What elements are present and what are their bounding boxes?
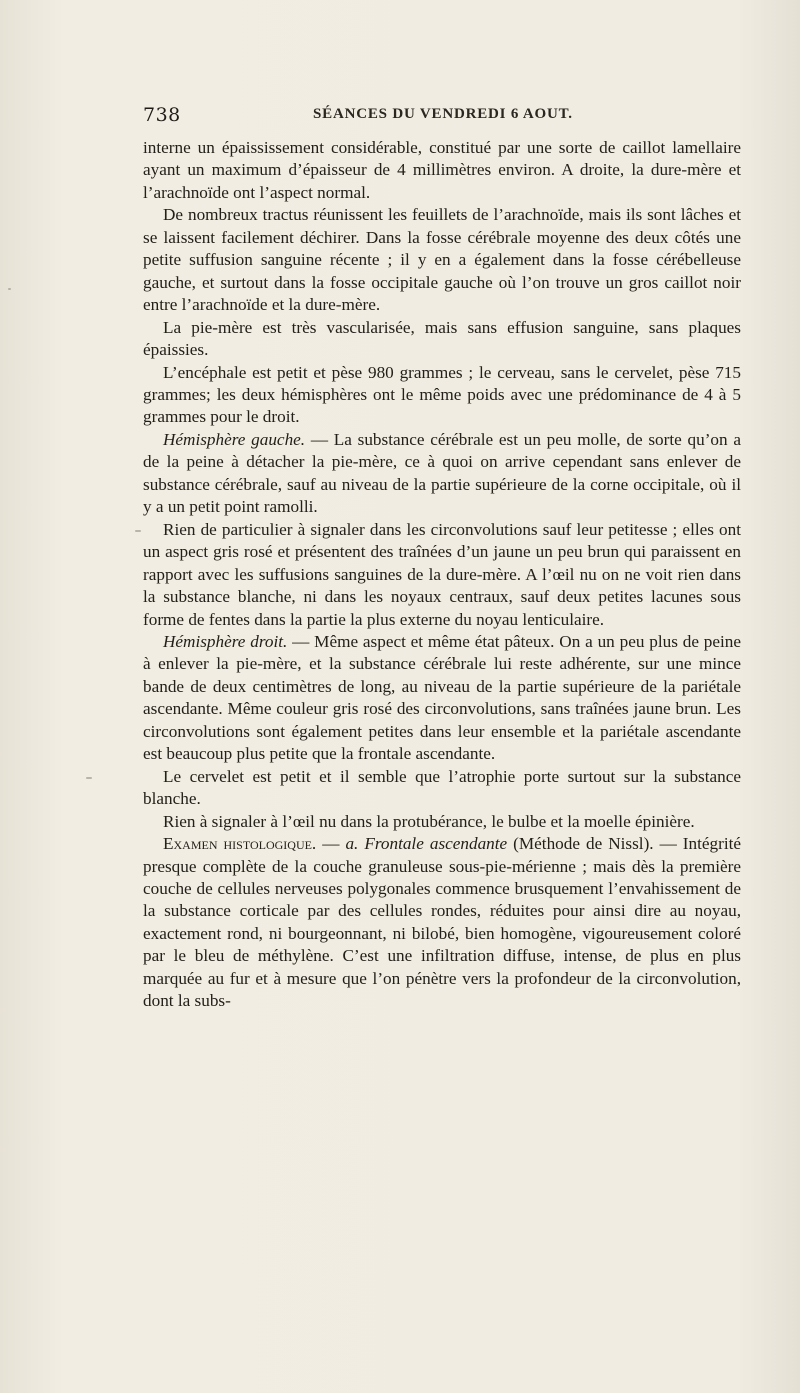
paragraph-examen-histologique: Examen histologique. — a. Frontale ascendante (Méthode de Nissl). — Intégrité presque complète de la couche granuleuse sous-pie-mérienne ; mais dès la première couche de cellules nerveuses polygonales commence brusquement l’envahissement de la substance corticale par des cellules rondes, réduites pour ainsi dire au noyau, exactement rond, ni bourgeonnant, ni bilobé, bien homogène, vigoureusement coloré par le bleu de méthylène. C’est une infiltration diffuse, intense, de plus en plus marquée au fur et à mesure que l’on pénètre vers la profondeur de la circonvolution, dont la subs- bbox=[143, 834, 741, 1011]
section-lead-hemisphere-droit: Hémisphère droit. bbox=[163, 631, 288, 651]
paragraph-9: Rien à signaler à l’œil nu dans la protubérance, le bulbe et la moelle épinière. bbox=[163, 811, 695, 831]
paragraph-3: La pie-mère est très vascularisée, mais sans effusion sanguine, sans plaques épaissies. bbox=[143, 317, 741, 360]
section-lead-hemisphere-gauche: Hémisphère gauche. bbox=[163, 429, 306, 449]
body-text bbox=[143, 137, 741, 1013]
paragraph-hemisphere-gauche: Hémisphère gauche. — La substance cérébrale est un peu molle, de sorte qu’on a de la peine à détacher la pie-mère, ce à quoi on arrive cependant sans enlever de substance cérébrale, sauf au niveau de la partie supérieure de la corne occipitale, où il y a un petit point ramolli. bbox=[143, 429, 741, 517]
paragraph-2: De nombreux tractus réunissent les feuillets de l’arachnoïde, mais ils sont lâches et se laissent facilement déchirer. Dans la fosse cérébrale moyenne des deux côtés une petite suffusion sanguine récente ; il y en a également dans la fosse cérébelleuse gauche, et surtout dans la fosse occipitale gauche où l’on trouve un gros caillot noir entre l’arachnoïde et la dure-mère. bbox=[143, 205, 741, 315]
running-head: SÉANCES DU VENDREDI 6 AOUT. bbox=[313, 106, 573, 122]
section-lead-frontale: a. Frontale ascendante bbox=[345, 834, 508, 854]
paper-speck bbox=[135, 530, 141, 532]
page-header bbox=[143, 104, 741, 130]
page-number: 738 bbox=[143, 104, 181, 126]
paragraph-4: L’encéphale est petit et pèse 980 grammes ; le cerveau, sans le cervelet, pèse 715 grammes; les deux hémisphères ont le même poids avec une prédominance de 4 à 5 grammes pour le droit. bbox=[143, 362, 741, 427]
paper-speck bbox=[86, 777, 92, 779]
section-heading-examen: Examen histologique. bbox=[163, 834, 317, 854]
paragraph-6: Rien de particulier à signaler dans les circonvolutions sauf leur petitesse ; elles ont un aspect gris rosé et présentent des traînées d’un jaune un peu brun qui paraissent en rapport avec les suffusions sanguines de la dure-mère. A l’œil nu on ne voit rien dans la substance blanche, ni dans les noyaux centraux, sauf deux petites lacunes sous forme de fentes dans la partie la plus externe du noyau lenticulaire. bbox=[143, 519, 741, 629]
paragraph-hemisphere-droit: Hémisphère droit. — Même aspect et même état pâteux. On a un peu plus de peine à enlever la pie-mère, et la substance cérébrale lui reste adhérente, sur une mince bande de deux centimètres de long, au niveau de la partie supérieure de la pariétale ascendante. Même couleur gris rosé des circonvolutions, sans traînées jaune brun. Les circonvolutions sont également petites dans leur ensemble et la pariétale ascendante est beaucoup plus petite que la frontale ascendante. bbox=[143, 631, 741, 764]
paragraph-1: interne un épaississement considérable, constitué par une sorte de caillot lamellaire ayant un maximum d’épaisseur de 4 millimètres environ. A droite, la dure-mère et l’arachnoïde ont l’aspect normal. bbox=[143, 138, 741, 202]
paper-speck bbox=[8, 288, 11, 290]
paragraph-8: Le cervelet est petit et il semble que l’atrophie porte surtout sur la substance blanche. bbox=[143, 766, 741, 809]
